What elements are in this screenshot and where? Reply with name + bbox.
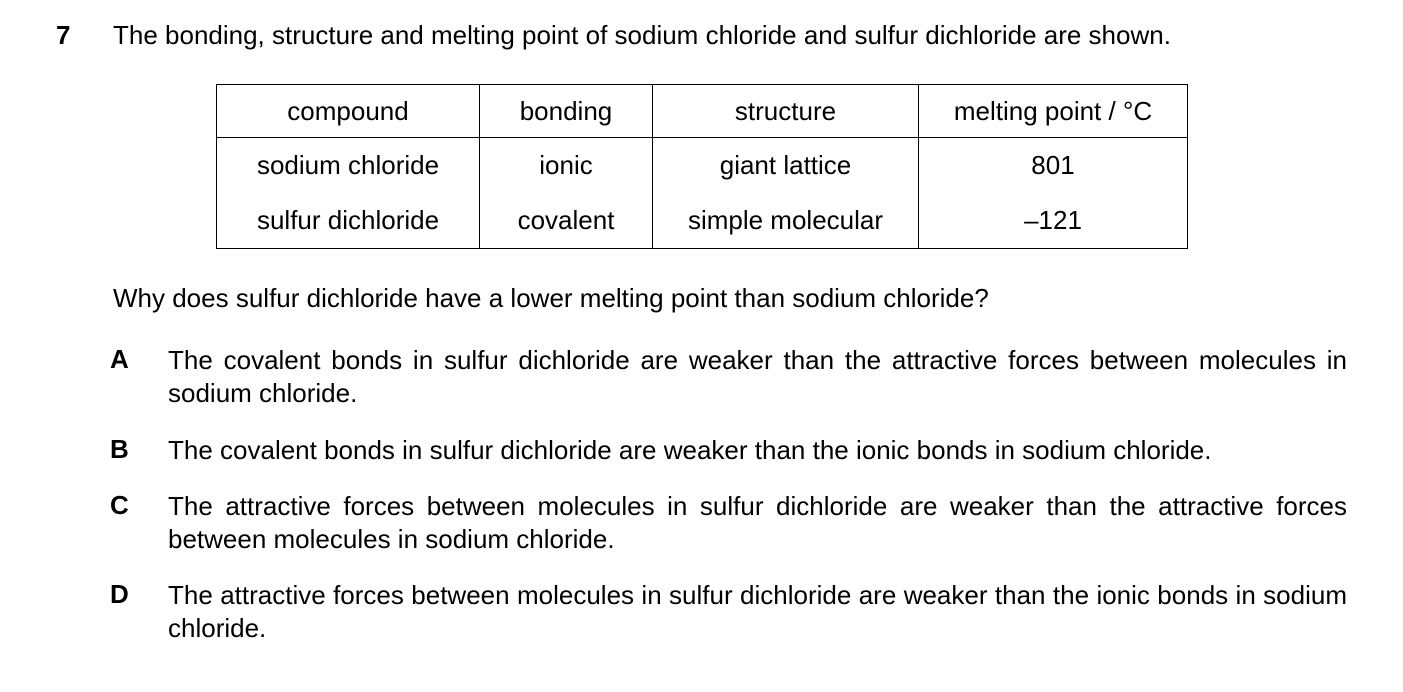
option-b[interactable] [110,434,1347,467]
header-bonding: bonding [480,85,653,138]
option-text: The attractive forces between molecules in sulfur dichloride are weaker than the attractive forces between molecules in sodium chloride. [168,491,1347,554]
cell-melting-point: –121 [919,192,1188,249]
cell-structure: giant lattice [653,138,919,193]
option-text: The covalent bonds in sulfur dichloride are weaker than the ionic bonds in sodium chloride. [168,435,1212,465]
table-header-row [217,85,1188,138]
cell-structure: simple molecular [653,192,919,249]
option-text: The covalent bonds in sulfur dichloride are weaker than the attractive forces between molecules in sodium chloride. [168,345,1347,408]
header-compound: compound [217,85,480,138]
option-text: The attractive forces between molecules in sulfur dichloride are weaker than the ionic bonds in sodium chloride. [168,580,1347,643]
header-melting-point: melting point / °C [919,85,1188,138]
cell-melting-point: 801 [919,138,1188,193]
question-text: Why does sulfur dichloride have a lower melting point than sodium chloride? [113,283,989,313]
option-letter: C [110,490,129,520]
cell-compound: sodium chloride [217,138,480,193]
option-letter: B [110,434,129,464]
data-table [216,84,1188,249]
table-row [217,192,1188,249]
cell-bonding: ionic [480,138,653,193]
cell-bonding: covalent [480,192,653,249]
option-c[interactable] [110,490,1347,556]
question-stem: The bonding, structure and melting point of sodium chloride and sulfur dichloride are shown. [113,20,1171,50]
question-number: 7 [56,20,71,50]
header-structure: structure [653,85,919,138]
option-letter: A [110,344,129,374]
table-row [217,138,1188,193]
option-d[interactable] [110,579,1347,645]
cell-compound: sulfur dichloride [217,192,480,249]
option-letter: D [110,579,129,609]
option-a[interactable] [110,344,1347,410]
